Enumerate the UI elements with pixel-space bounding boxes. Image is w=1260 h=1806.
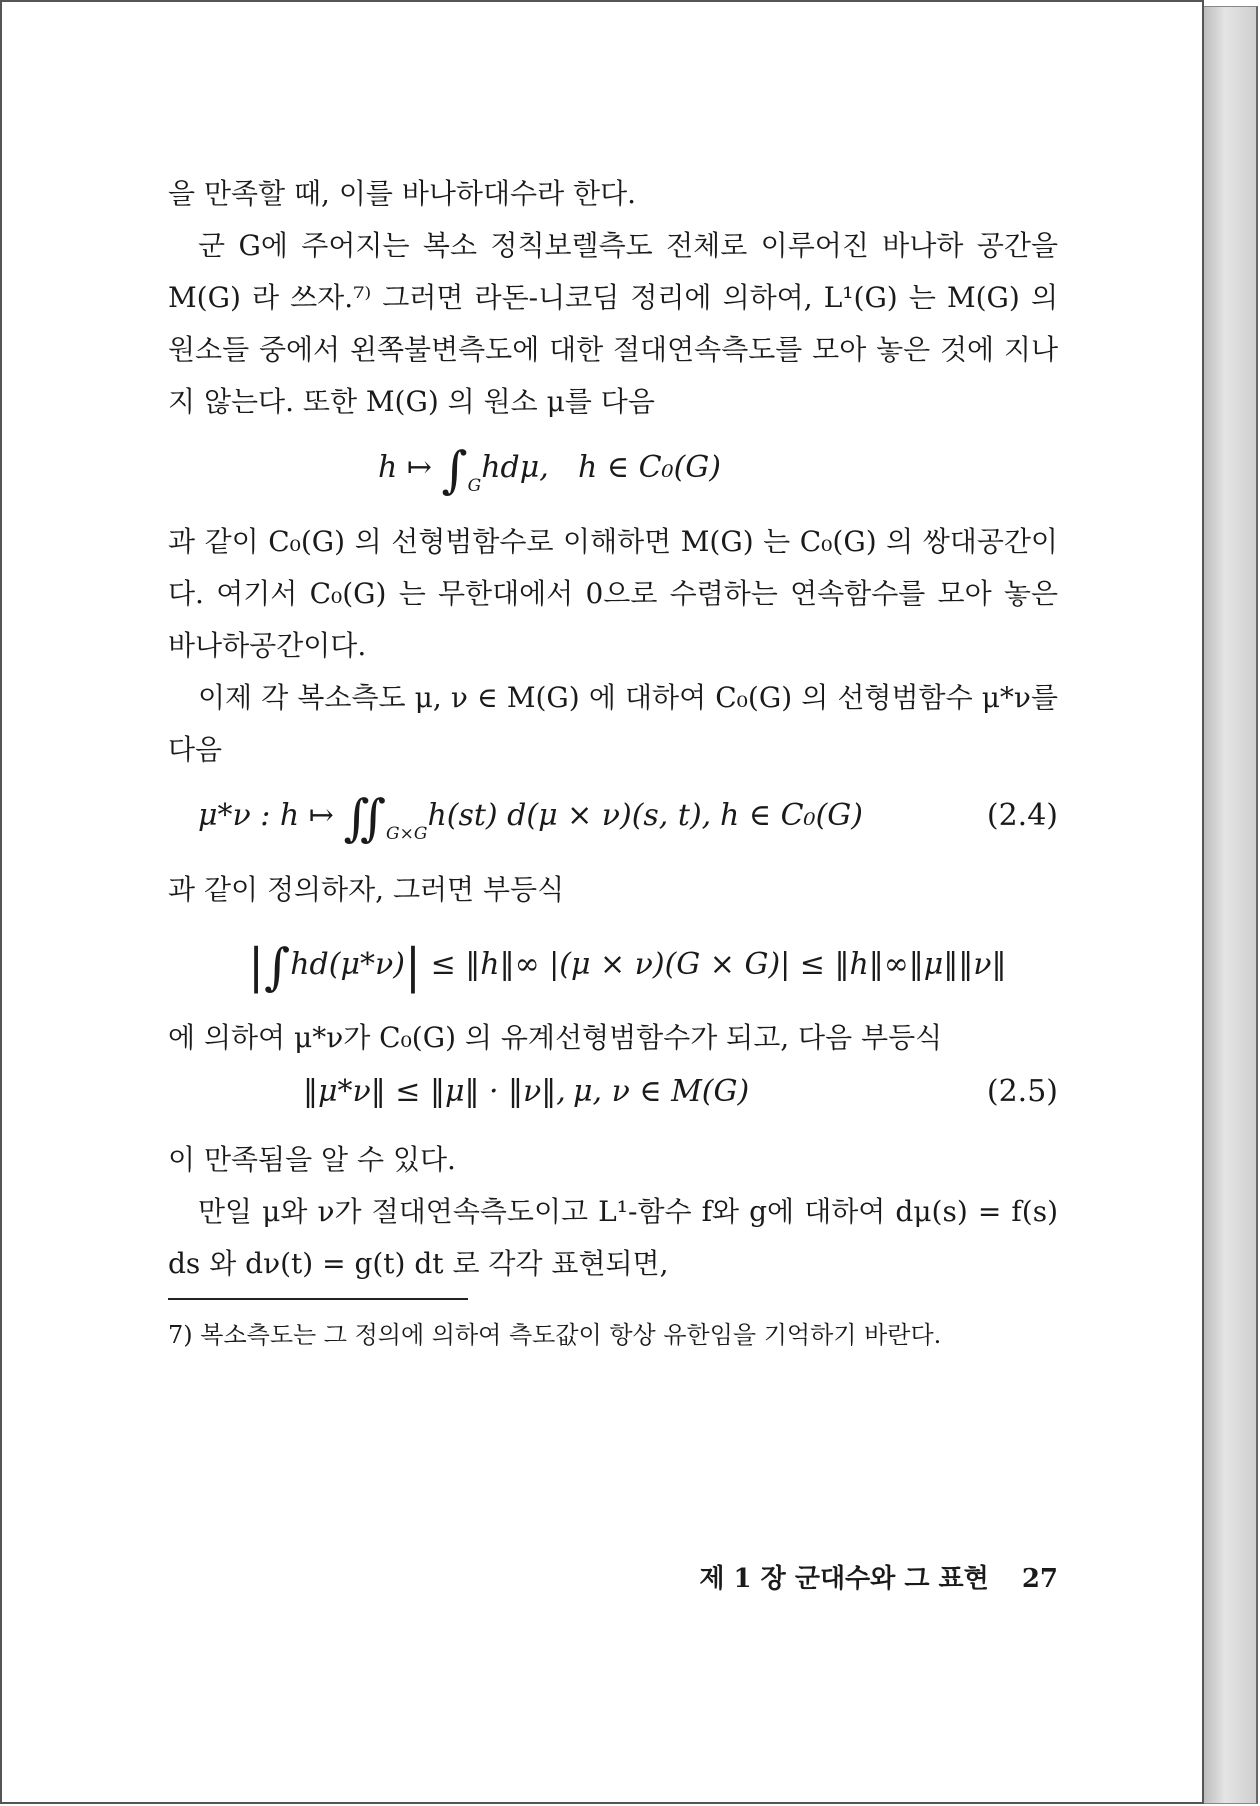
eq2-condition: h ∈ C₀(G) (720, 798, 863, 833)
eq1-condition: h ∈ C₀(G) (578, 450, 721, 485)
eq2-integrand: h(st) d(μ × ν)(s, t), (427, 798, 712, 833)
equation-number-2-5: (2.5) (986, 1074, 1058, 1109)
equation-2-5 (168, 1064, 1058, 1134)
page-body (168, 168, 1058, 1594)
paragraph-5: 과 같이 정의하자, 그러면 부등식 (168, 873, 565, 906)
paragraph-7: 이 만족됨을 알 수 있다. (168, 1143, 456, 1176)
paragraph-4: 이제 각 복소측도 μ, ν ∈ M(G) 에 대하여 C₀(G) 의 선형범함수 μ*ν를 다음 (168, 681, 1058, 766)
running-footer (675, 1558, 1058, 1595)
eq1-domain: G (467, 476, 482, 496)
abs-bar-right: | (404, 938, 422, 994)
footnote: 7) 복소측도는 그 정의에 의하여 측도값이 항상 유한임을 기억하기 바란다. (168, 1321, 942, 1349)
eq2-map: μ*ν : h ↦ (198, 798, 344, 833)
integral-sign-2: ∫ (264, 938, 291, 996)
eq1-integrand: hdμ, (481, 450, 549, 485)
page-number: 27 (1021, 1564, 1058, 1594)
paragraph-2: 군 G에 주어지는 복소 정칙보렐측도 전체로 이루어진 바나하 공간을 M(G) 라 쓰자.⁷⁾ 그러면 라돈-니코딤 정리에 의하여, L¹(G) 는 M(G) 의 원소들 중에서 왼쪽불변측도에 대한 절대연속측도를 모아 놓은 것에 지나지 않는다. 또한 M(G) 의 원소 μ를 다음 (168, 229, 1058, 418)
eq1-map: h ↦ (378, 450, 442, 485)
eq2-domain: G×G (386, 824, 428, 844)
paragraph-1: 을 만족할 때, 이를 바나하대수라 한다. (168, 177, 637, 210)
equation-2-4 (168, 776, 1058, 864)
eq4-condition: μ, ν ∈ M(G) (573, 1074, 750, 1109)
footnote-rule (168, 1298, 468, 1300)
equation-inequality (168, 916, 1058, 1012)
equation-functional (168, 428, 1058, 516)
abs-bar-left: | (248, 938, 265, 994)
equation-number-2-4: (2.4) (986, 798, 1058, 833)
eq3-rhs: ≤ ‖h‖∞ |(μ × ν)(G × G)| ≤ ‖h‖∞‖μ‖‖ν‖ (430, 947, 1007, 982)
paragraph-8: 만일 μ와 ν가 절대연속측도이고 L¹-함수 f와 g에 대하여 dμ(s) = f(s) ds 와 dν(t) = g(t) dt 로 각각 표현되면, (168, 1195, 1058, 1280)
paragraph-6: 에 의하여 μ*ν가 C₀(G) 의 유계선형범함수가 되고, 다음 부등식 (168, 1021, 943, 1054)
chapter-title: 제 1 장 군대수와 그 표현 (699, 1564, 989, 1594)
paragraph-3: 과 같이 C₀(G) 의 선형범함수로 이해하면 M(G) 는 C₀(G) 의 쌍대공간이다. 여기서 C₀(G) 는 무한대에서 0으로 수렴하는 연속함수를 모아 놓은 바나하공간이다. (168, 525, 1058, 662)
eq4-lhs: ‖μ*ν‖ ≤ ‖μ‖ · ‖ν‖, (303, 1074, 566, 1109)
double-integral-sign: ∬ (343, 789, 387, 847)
integral-sign: ∫ (441, 441, 468, 499)
eq3-integrand: hd(μ*ν) (290, 947, 405, 982)
page-edge-shadow (1204, 6, 1258, 1804)
